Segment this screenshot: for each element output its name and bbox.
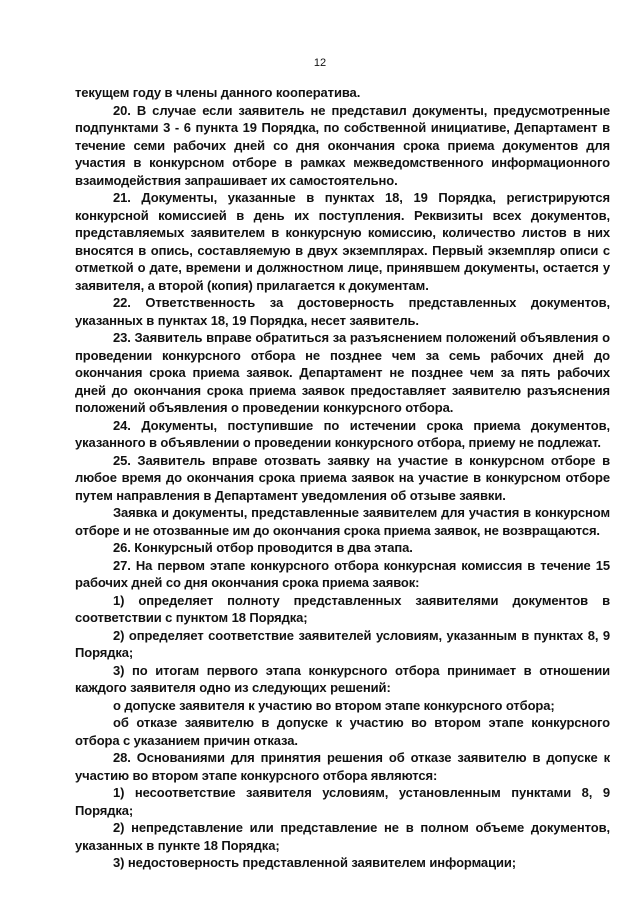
paragraph: о допуске заявителя к участию во втором этапе конкурсного отбора; <box>113 697 555 713</box>
paragraph: 27. На первом этапе конкурсного отбора конкурсная комиссия в течение 15 рабочих дней со дня окончания срока приема заявок: <box>75 557 610 590</box>
paragraph: об отказе заявителю в допуске к участию во втором этапе конкурсного отбора с указанием причин отказа. <box>75 715 610 748</box>
document-body <box>75 84 610 872</box>
paragraph: 26. Конкурсный отбор проводится в два этапа. <box>113 540 413 555</box>
paragraph: 28. Основаниями для принятия решения об отказе заявителю в допуске к участию во втором этапе конкурсного отбора являются: <box>75 750 610 783</box>
paragraph: 3) по итогам первого этапа конкурсного отбора принимает в отношении каждого заявителя одно из следующих решений: <box>75 662 610 695</box>
paragraph: 3) недостоверность представленной заявителем информации; <box>113 855 516 870</box>
paragraph: 22. Ответственность за достоверность представленных документов, указанных в пунктах 18, 19 Порядка, несет заявитель. <box>75 295 610 328</box>
paragraph: Заявка и документы, представленные заявителем для участия в конкурсном отборе и не отозванные им до окончания срока приема заявок, не возвращаются. <box>75 505 610 538</box>
paragraph: 25. Заявитель вправе отозвать заявку на участие в конкурсном отборе в любое время до окончания срока приема заявок на участие в конкурсном отборе путем направления в Департамент уведомления об отзыве заявки. <box>75 452 610 503</box>
paragraph: 1) определяет полноту представленных заявителями документов в соответствии с пунктом 18 Порядка; <box>75 592 610 625</box>
paragraph: 24. Документы, поступившие по истечении срока приема документов, указанного в объявлении о проведении конкурсного отбора, приему не подлежат. <box>75 417 610 450</box>
paragraph: 2) определяет соответствие заявителей условиям, указанным в пунктах 8, 9 Порядка; <box>75 627 610 660</box>
paragraph: 1) несоответствие заявителя условиям, установленным пунктами 8, 9 Порядка; <box>75 785 610 818</box>
paragraph: текущем году в члены данного кооператива. <box>75 85 361 100</box>
paragraph: 2) непредставление или представление не в полном объеме документов, указанных в пункте 18 Порядка; <box>75 820 610 853</box>
paragraph: 20. В случае если заявитель не представил документы, предусмотренные подпунктами 3 - 6 пункта 19 Порядка, по собственной инициативе, Департамент в течение семи рабочих дней со дня окончания срока приема документов для участия в конкурсном отборе в рамках межведомственного информационного взаимодействия запрашивает их самостоятельно. <box>75 102 610 188</box>
paragraph: 23. Заявитель вправе обратиться за разъяснением положений объявления о проведении конкурсного отбора не позднее чем за семь рабочих дней до окончания срока приема заявок. Департамент не позднее чем за пять рабочих дней до окончания срока приема заявок предоставляет заявителю разъяснения положений объявления о проведении конкурсного отбора. <box>75 330 610 415</box>
paragraph: 21. Документы, указанные в пунктах 18, 19 Порядка, регистрируются конкурсной комиссией в день их поступления. Реквизиты всех документов, представляемых заявителем в конкурсную комиссию, количество листов в них вносятся в опись, составляемую в двух экземплярах. Первый экземпляр описи с отметкой о дате, времени и должностном лице, принявшем документы, остается у заявителя, а второй (копия) прилагается к документам. <box>75 190 610 293</box>
page-number: 12 <box>313 57 327 69</box>
